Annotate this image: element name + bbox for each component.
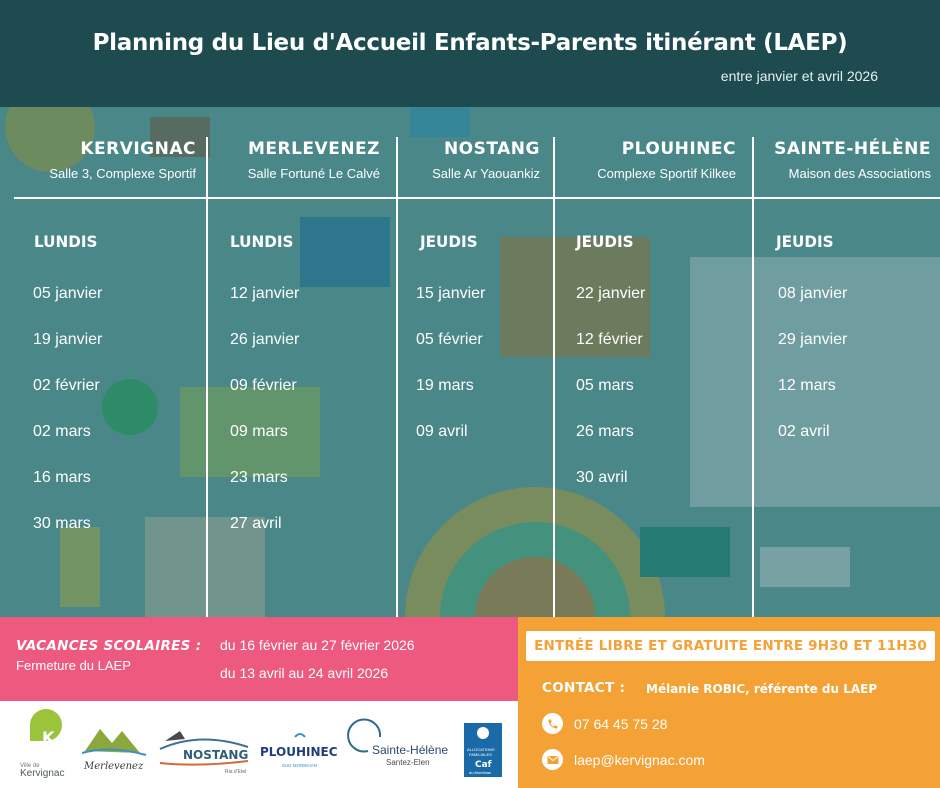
phone-number[interactable]: 07 64 45 75 28: [574, 715, 668, 732]
kervignac-logo: [20, 709, 64, 779]
venue-name: Salle 3, Complexe Sportif: [49, 166, 196, 181]
caf-line2: FAMILIALES: [469, 752, 492, 757]
caf-line1: ALLOCATIONS: [467, 747, 495, 752]
venue-name: Salle Fortuné Le Calvé: [247, 166, 380, 181]
column-divider: [206, 137, 208, 617]
date-item: 29 janvier: [778, 331, 848, 348]
date-item: 19 janvier: [33, 331, 103, 348]
date-item: 23 mars: [230, 469, 288, 486]
schedule-area: [0, 107, 940, 617]
day-label: LUNDIS: [34, 232, 98, 251]
email-address[interactable]: laep@kervignac.com: [574, 751, 705, 768]
kervignac-name: Kervignac: [20, 768, 65, 779]
phone-row: [542, 713, 667, 734]
nostang-name: NOSTANG: [183, 748, 249, 762]
caf-sub: du Morbihan: [469, 770, 492, 775]
date-item: 05 février: [416, 331, 483, 348]
partner-logos: [0, 701, 518, 788]
caf-name: Caf: [475, 760, 492, 770]
column-divider: [553, 137, 555, 617]
page-subtitle: entre janvier et avril 2026: [720, 68, 878, 84]
date-item: 26 janvier: [230, 331, 300, 348]
header-underline: [754, 197, 940, 199]
date-item: 02 février: [33, 377, 100, 394]
vacances-period-2: du 13 avril au 24 avril 2026: [220, 665, 389, 681]
venue-name: Maison des Associations: [788, 166, 931, 181]
vacances-subtitle: Fermeture du LAEP: [16, 658, 131, 673]
phone-icon: [542, 713, 563, 734]
date-item: 02 avril: [778, 423, 830, 440]
vacances-title: VACANCES SCOLAIRES :: [16, 638, 202, 654]
entree-banner: ENTRÉE LIBRE ET GRATUITE ENTRE 9H30 ET 11H30: [526, 631, 935, 661]
contact-name: Mélanie ROBIC, référente du LAEP: [646, 682, 878, 696]
date-item: 26 mars: [576, 423, 634, 440]
date-item: 12 janvier: [230, 285, 300, 302]
date-item: 27 avril: [230, 515, 282, 532]
contact-label: CONTACT :: [542, 680, 626, 696]
city-name: SAINTE-HÉLÈNE: [774, 139, 931, 159]
date-item: 05 mars: [576, 377, 634, 394]
venue-name: Salle Ar Yaouankiz: [432, 166, 540, 181]
plouhinec-logo: [260, 734, 338, 768]
date-item: 08 janvier: [778, 285, 848, 302]
city-name: KERVIGNAC: [80, 139, 196, 159]
city-name: PLOUHINEC: [621, 139, 736, 159]
city-name: MERLEVENEZ: [247, 139, 380, 159]
day-label: LUNDIS: [230, 232, 294, 251]
merlevenez-name: Merlevenez: [84, 761, 144, 772]
merlevenez-logo: [82, 729, 146, 772]
date-item: 05 janvier: [33, 285, 103, 302]
saintehelene-name: Sainte-Hélène: [372, 743, 449, 757]
date-item: 22 janvier: [576, 285, 646, 302]
header-underline: [555, 197, 752, 199]
vacances-period-1: du 16 février au 27 février 2026: [220, 637, 415, 653]
date-item: 09 février: [230, 377, 297, 394]
nostang-logo: [160, 731, 248, 775]
day-label: JEUDIS: [420, 232, 478, 251]
date-item: 02 mars: [33, 423, 91, 440]
date-item: 30 avril: [576, 469, 628, 486]
header-underline: [14, 197, 206, 199]
date-item: 09 mars: [230, 423, 288, 440]
sainte-helene-logo: [348, 719, 448, 767]
column-divider: [752, 137, 754, 617]
date-item: 16 mars: [33, 469, 91, 486]
venue-name: Complexe Sportif Kilkee: [597, 166, 736, 181]
date-item: 19 mars: [416, 377, 474, 394]
caf-logo: [464, 723, 502, 777]
header-underline: [398, 197, 553, 199]
vacances-band: [0, 617, 518, 701]
plouhinec-sub: SUD MORBIHAN: [282, 763, 318, 768]
header-underline: [208, 197, 396, 199]
date-item: 12 mars: [778, 377, 836, 394]
saintehelene-sub: Santez-Elen: [386, 758, 430, 767]
nostang-sub: Ria d'Etel: [225, 769, 247, 775]
date-item: 15 janvier: [416, 285, 486, 302]
logos-svg: [0, 701, 520, 788]
plouhinec-name: PLOUHINEC: [260, 745, 338, 759]
info-panel: [518, 617, 940, 788]
date-item: 30 mars: [33, 515, 91, 532]
kervignac-top: Ville de: [20, 763, 40, 769]
column-divider: [396, 137, 398, 617]
date-item: 09 avril: [416, 423, 468, 440]
page-title: Planning du Lieu d'Accueil Enfants-Parents itinérant (LAEP): [92, 30, 848, 56]
kervignac-k-letter: K: [42, 728, 55, 747]
email-icon: [542, 749, 563, 770]
header: [0, 0, 940, 107]
day-label: JEUDIS: [576, 232, 634, 251]
city-name: NOSTANG: [443, 139, 540, 159]
day-label: JEUDIS: [776, 232, 834, 251]
date-item: 12 février: [576, 331, 643, 348]
teal-overlay: [0, 107, 940, 617]
email-row: [542, 749, 705, 770]
